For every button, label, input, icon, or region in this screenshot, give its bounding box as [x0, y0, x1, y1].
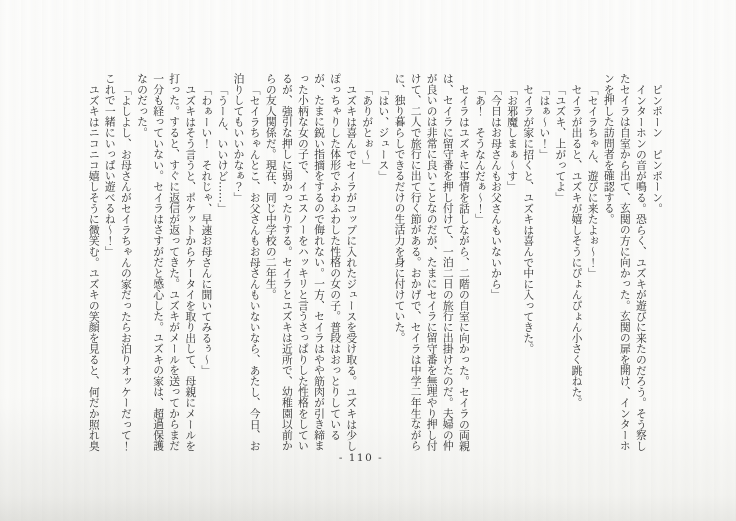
- paragraph: セイラが出ると、ユズキが嬉しそうにぴょんぴょん小さく跳ねた。: [570, 83, 584, 408]
- paragraph: インターホンの音が鳴る。恐らく、ユズキが遊びに来たのだろう。そう察したセイラは自室から出て、玄関の方に向かった。玄関の扉を開け、インターホンを押した訪問者を確認する。: [602, 73, 648, 451]
- paragraph: ユズキは喜んでセイラがコップに入れたジュースを受け取る。ユズキは少しぽっちゃりした体形でふわふわした性格の女の子。普段はおっとりしているが、たまに鋭い指摘をするので侮れない。一方、セイラはやや筋肉が引き締まった小柄な女の子で、イエスノーをハッキリと言うさっぱりした性格をしているが、強引な押しに弱かったりする。セイラとユズキは近所で、幼稚園以前からの友人関係だ。現在、同じ中学校の二年生。: [264, 73, 359, 451]
- paragraph: ユズキはそう言うと、ポケットからケータイを取り出して、母親にメールを打った。すると、すぐに返信が返ってきた。ユズキがメールを送ってからまだ一分も経っていない。セイラはさすがだと感心した。ユズキの家は、超過保護なのだった。: [136, 73, 198, 451]
- paragraph: 「はい、ジュース」: [377, 83, 391, 181]
- paragraph: ユズキはニコニコ嬉しそうに微笑む。ユズキの笑顔を見ると、何だか照れ臭: [87, 83, 101, 451]
- paragraph: 「お邪魔しまぁ～す」: [506, 83, 520, 192]
- paragraph: セイラはユズキに事情を話しながら、二階の自室に向かった。セイラの両親は、セイラに留守番を押し付けて、一泊二日の旅行に出掛けたのだ。夫婦の仲が良いのは非常に良いことなのだが、たまにセイラに留守番を無理やり押し付けて、二人で旅行に出て行く節がある。おかげで、セイラは中学二年生ながらに、独り暮らしできるだけの生活力を身に付けていた。: [393, 73, 471, 451]
- paragraph: 「わぁーい！ それじゃ、早速お母さんに聞いてみるぅ～」: [200, 83, 214, 376]
- paragraph: 「セイラちゃんとこ、お父さんもお母さんもいないなら、あたし、今日、お泊りしてもいいかなぁ？」: [232, 73, 262, 451]
- paragraph: 「あ！ そうなんだぁ～！」: [473, 83, 487, 225]
- paragraph: 「ありがとぉ～」: [361, 83, 375, 171]
- paragraph: ピンポーン ピンポーン。: [651, 83, 664, 214]
- paragraph: 「よしよし、お母さんがセイラちゃんの家だったらお泊りオッケーだって！これで一緒にいっぱい遊べるね～！」: [103, 73, 133, 451]
- paragraph: 「今日はお母さんもお父さんもいないから」: [490, 83, 504, 300]
- paragraph: 「はぁ～い！」: [538, 83, 552, 160]
- novel-text-block: [86, 73, 665, 453]
- page-number: - 110 -: [338, 452, 384, 464]
- paragraph: 「ユズキ、上がってよ」: [554, 83, 568, 203]
- paragraph: 「うーん、いいけど……」: [216, 83, 230, 214]
- paragraph: セイラが家に招くと、ユズキは喜んで中に入ってきた。: [522, 83, 536, 354]
- paragraph: 「セイラちゃん、遊びに来たよぉ～！」: [586, 83, 600, 279]
